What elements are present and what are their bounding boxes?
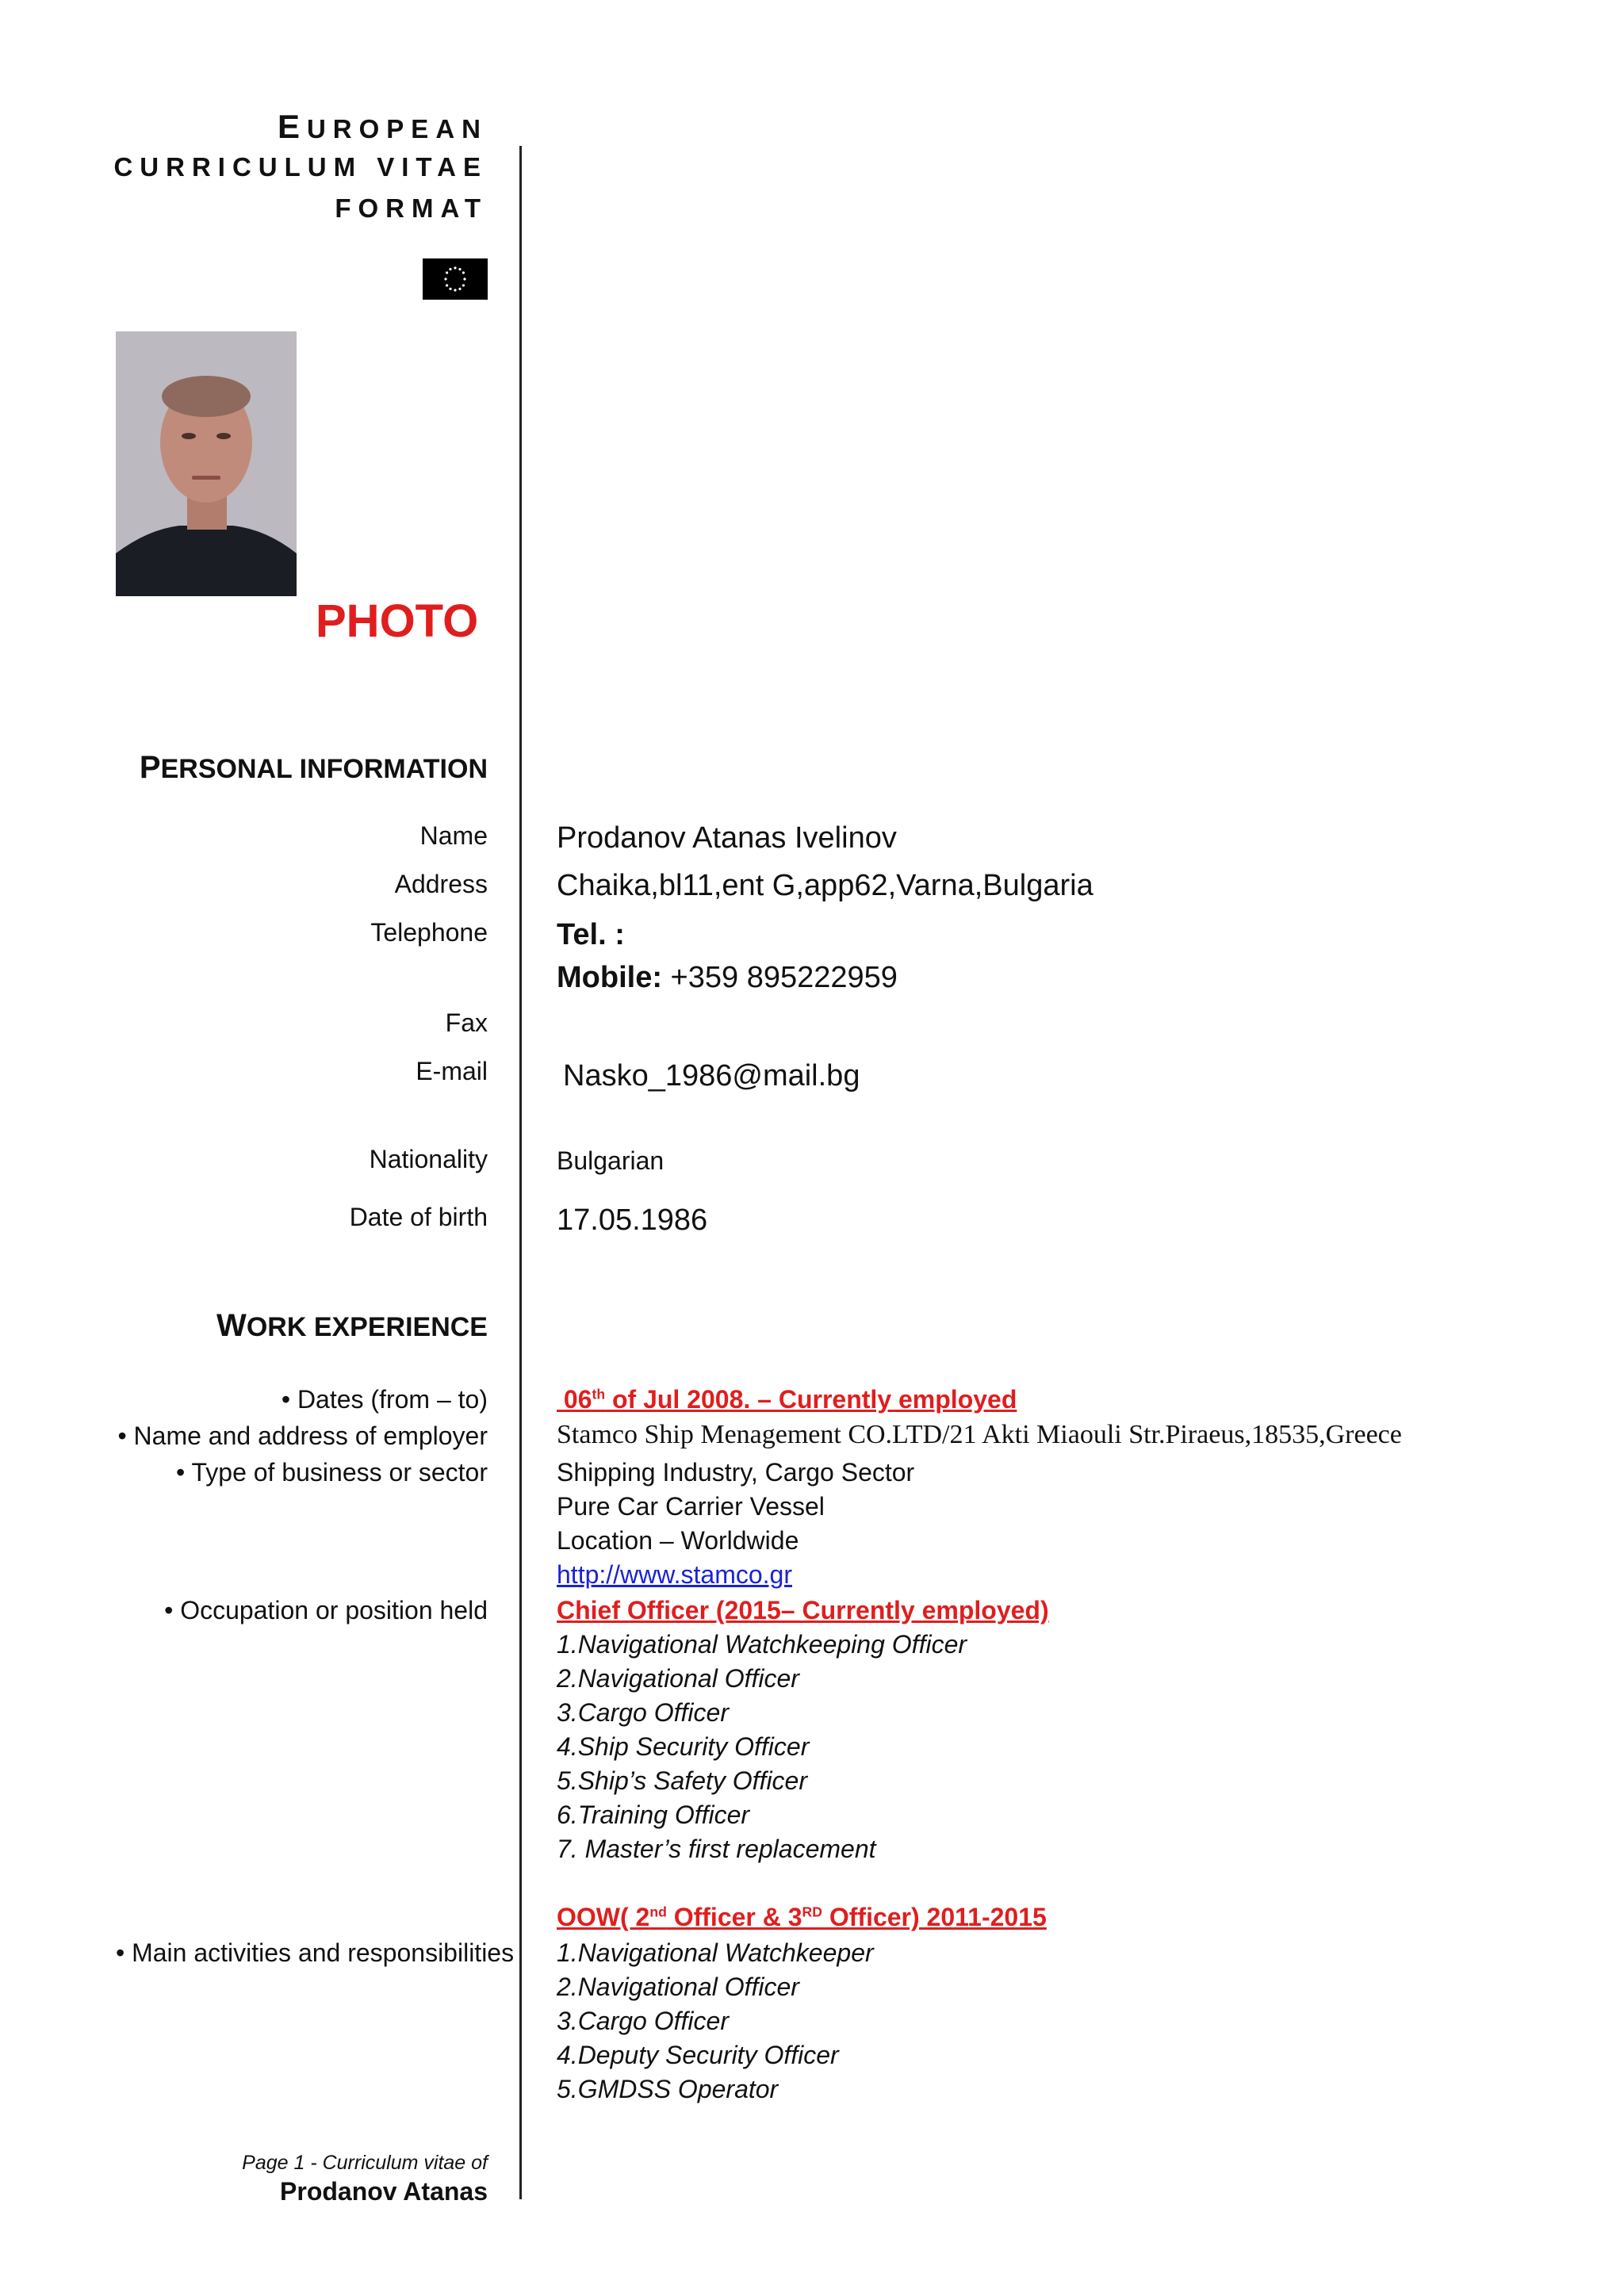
dob-label: Date of birth <box>349 1203 488 1231</box>
activities-label: • Main activities and responsibilities <box>116 1938 515 1967</box>
business-line: Pure Car Carrier Vessel <box>557 1492 825 1521</box>
business-line: Location – Worldwide <box>557 1526 799 1555</box>
nationality-value: Bulgarian <box>557 1146 665 1175</box>
column-divider <box>519 146 522 2199</box>
position1-title: Chief Officer (2015– Currently employed) <box>557 1596 1049 1624</box>
cv-format-title-line3: FORMAT <box>335 193 488 223</box>
business-line: Shipping Industry, Cargo Sector <box>557 1458 915 1487</box>
position2-item: 5.GMDSS Operator <box>557 2075 779 2103</box>
eu-flag-icon <box>423 258 488 300</box>
email-value: Nasko_1986@mail.bg <box>563 1059 860 1093</box>
dates-label: • Dates (from – to) <box>281 1385 488 1414</box>
position1-item: 3.Cargo Officer <box>557 1698 729 1727</box>
dob-value: 17.05.1986 <box>557 1203 708 1237</box>
position1-item: 1.Navigational Watchkeeping Officer <box>557 1630 967 1659</box>
position1-item: 4.Ship Security Officer <box>557 1732 810 1761</box>
email-label: E-mail <box>416 1057 488 1085</box>
position1-item: 5.Ship’s Safety Officer <box>557 1766 807 1795</box>
address-label: Address <box>394 870 488 898</box>
position1-item: 6.Training Officer <box>557 1800 750 1829</box>
footer-page-label: Page 1 - Curriculum vitae of <box>242 2152 488 2174</box>
mobile-line: Mobile: +359 895222959 <box>557 961 898 994</box>
telephone-label: Telephone <box>370 918 488 947</box>
occupation-label: • Occupation or position held <box>164 1596 488 1624</box>
position1-item: 7. Master’s first replacement <box>557 1835 876 1863</box>
fax-label: Fax <box>445 1008 488 1037</box>
personal-information-heading: PERSONAL INFORMATION <box>139 750 488 785</box>
employer-website-link[interactable]: http://www.stamco.gr <box>557 1560 792 1589</box>
position1-item: 2.Navigational Officer <box>557 1664 799 1693</box>
photo-label: PHOTO <box>316 595 479 647</box>
address-value: Chaika,bl11,ent G,app62,Varna,Bulgaria <box>557 869 1094 902</box>
name-value: Prodanov Atanas Ivelinov <box>557 821 897 855</box>
position2-item: 3.Cargo Officer <box>557 2007 729 2035</box>
position2-item: 2.Navigational Officer <box>557 1973 799 2001</box>
employer-label: • Name and address of employer <box>117 1422 488 1450</box>
tel-prefix: Tel. : <box>557 918 625 951</box>
footer-name: Prodanov Atanas <box>280 2177 488 2206</box>
business-label: • Type of business or sector <box>175 1458 488 1487</box>
dates-value: 06th of Jul 2008. – Currently employed <box>563 1385 1017 1414</box>
profile-photo <box>116 331 297 596</box>
position2-item: 1.Navigational Watchkeeper <box>557 1938 874 1967</box>
work-experience-heading: WORK EXPERIENCE <box>216 1308 488 1343</box>
nationality-label: Nationality <box>369 1145 488 1173</box>
cv-format-title-line2: CURRICULUM VITAE <box>113 152 488 182</box>
cv-format-title-line1: EUROPEAN <box>277 108 488 145</box>
position2-title: OOW( 2nd Officer & 3RD Officer) 2011-2015 <box>557 1903 1047 1931</box>
name-label: Name <box>419 821 488 850</box>
employer-value: Stamco Ship Menagement CO.LTD/21 Akti Miaouli Str.Piraeus,18535,Greece <box>557 1420 1402 1449</box>
position2-item: 4.Deputy Security Officer <box>557 2041 839 2069</box>
